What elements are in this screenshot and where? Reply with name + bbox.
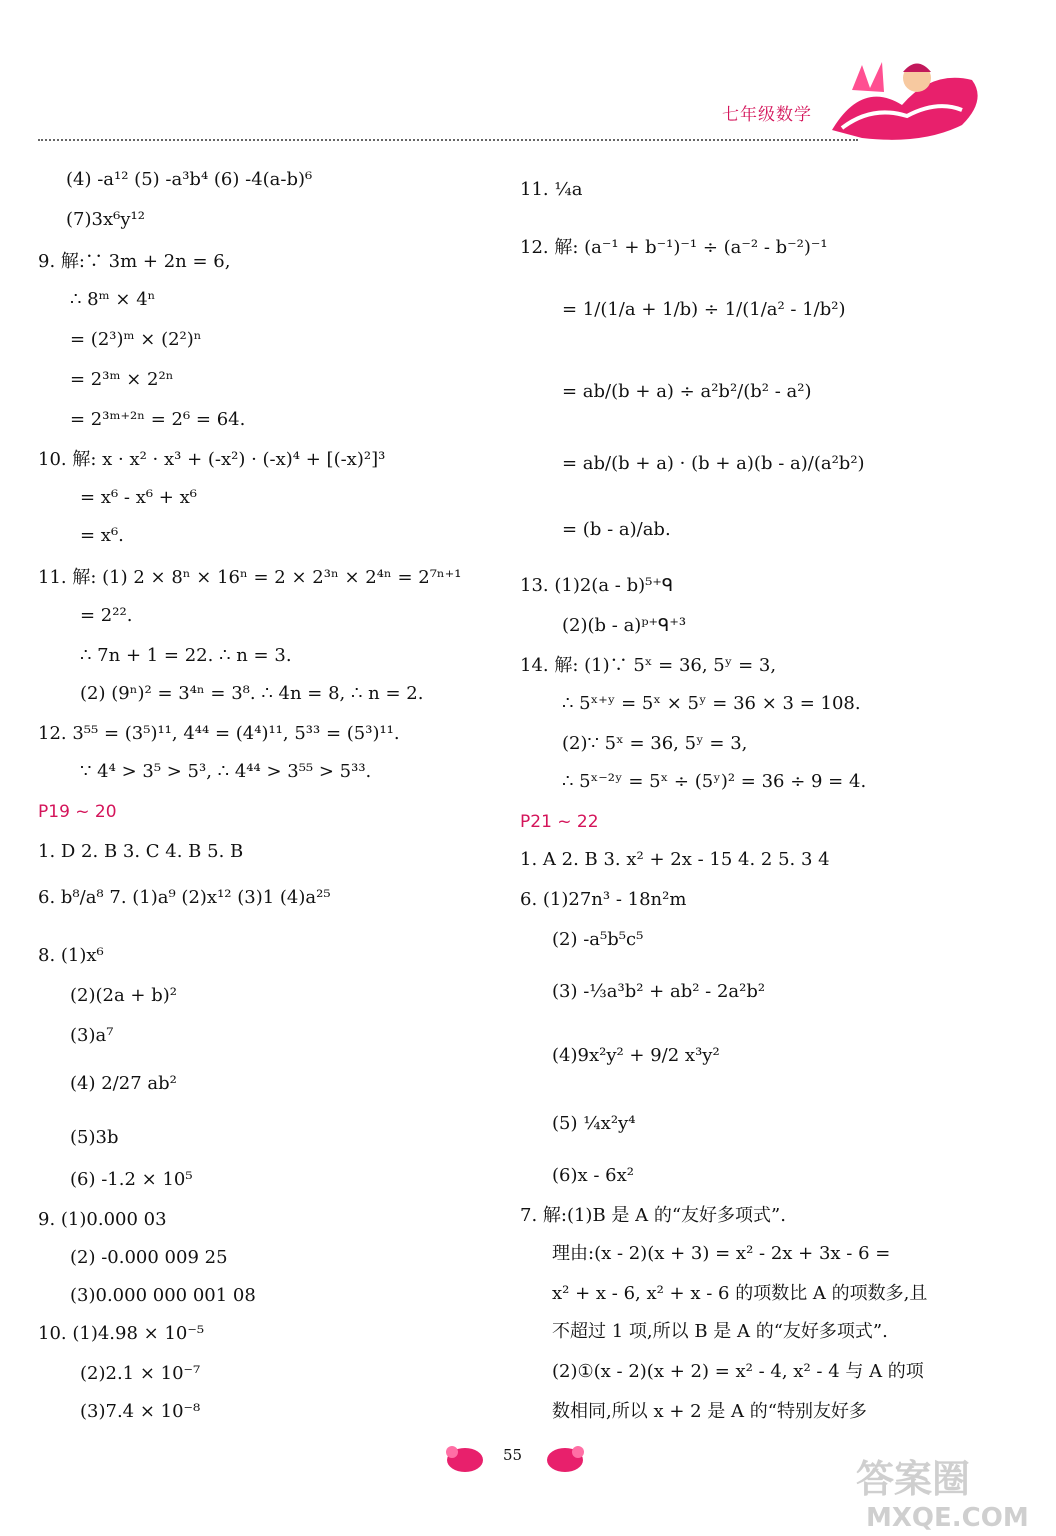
right-line: = ab/(b + a) · (b + a)(b - a)/(a²b²) <box>562 453 865 474</box>
left-line: (3)7.4 × 10⁻⁸ <box>80 1401 201 1422</box>
left-line: = x⁶. <box>80 525 124 546</box>
right-line: 6. (1)27n³ - 18n²m <box>520 889 687 910</box>
left-line: (3)a⁷ <box>70 1025 114 1046</box>
left-line: 6. b⁸/a⁸ 7. (1)a⁹ (2)x¹² (3)1 (4)a²⁵ <box>38 887 331 908</box>
right-line: 12. 解: (a⁻¹ + b⁻¹)⁻¹ ÷ (a⁻² - b⁻²)⁻¹ <box>520 237 828 258</box>
right-line: (5) ¼x²y⁴ <box>552 1113 636 1134</box>
section-heading: P21 ~ 22 <box>520 812 599 832</box>
left-line: 10. 解: x · x² · x³ + (-x²) · (-x)⁴ + [(-x)²]³ <box>38 449 386 470</box>
left-line: 9. 解:∵ 3m + 2n = 6, <box>38 251 231 272</box>
header-divider <box>38 139 858 141</box>
left-line: 9. (1)0.000 03 <box>38 1209 167 1230</box>
mascot-illustration <box>822 50 992 145</box>
left-line: (2)(2a + b)² <box>70 985 177 1006</box>
right-line: 1. A 2. B 3. x² + 2x - 15 4. 2 5. 3 4 <box>520 849 830 870</box>
section-heading: P19 ~ 20 <box>38 802 117 822</box>
left-line: = (2³)ᵐ × (2²)ⁿ <box>70 329 202 350</box>
left-line: (2) (9ⁿ)² = 3⁴ⁿ = 3⁸. ∴ 4n = 8, ∴ n = 2. <box>80 683 424 704</box>
right-line: (2)∵ 5ˣ = 36, 5ʸ = 3, <box>562 733 748 754</box>
right-line: (6)x - 6x² <box>552 1165 634 1186</box>
right-line: = ab/(b + a) ÷ a²b²/(b² - a²) <box>562 381 812 402</box>
left-line: (7)3x⁶y¹² <box>66 209 145 230</box>
right-line: (2)(b - a)ᵖ⁺ᑫ⁺³ <box>562 615 687 636</box>
right-line: 不超过 1 项,所以 B 是 A 的“友好多项式”. <box>552 1321 888 1342</box>
right-line: (2) -a⁵b⁵c⁵ <box>552 929 644 950</box>
left-line: (2)2.1 × 10⁻⁷ <box>80 1363 201 1384</box>
svg-text:答案圈: 答案圈 <box>856 1457 971 1501</box>
right-line: (3) -⅓a³b² + ab² - 2a²b² <box>552 981 766 1002</box>
right-line: ∴ 5ˣ⁺ʸ = 5ˣ × 5ʸ = 36 × 3 = 108. <box>562 693 861 714</box>
right-line: (2)①(x - 2)(x + 2) = x² - 4, x² - 4 与 A 的项 <box>552 1361 924 1382</box>
left-line: (5)3b <box>70 1127 119 1148</box>
left-line: ∴ 8ᵐ × 4ⁿ <box>70 289 156 310</box>
left-line: ∴ 7n + 1 = 22. ∴ n = 3. <box>80 645 292 666</box>
right-line: 理由:(x - 2)(x + 3) = x² - 2x + 3x - 6 = <box>552 1243 891 1264</box>
left-line: (2) -0.000 009 25 <box>70 1247 228 1268</box>
right-line: 11. ¼a <box>520 179 583 200</box>
left-line: = 2³ᵐ × 2²ⁿ <box>70 369 174 390</box>
page-number: 55 <box>503 1446 523 1464</box>
left-line: (6) -1.2 × 10⁵ <box>70 1169 193 1190</box>
right-line: 数相同,所以 x + 2 是 A 的“特别友好多 <box>552 1401 867 1422</box>
left-line: = 2³ᵐ⁺²ⁿ = 2⁶ = 64. <box>70 409 246 430</box>
left-line: (3)0.000 000 001 08 <box>70 1285 256 1306</box>
left-line: (4) 2/27 ab² <box>70 1073 177 1094</box>
right-line: = (b - a)/ab. <box>562 519 671 540</box>
left-line: (4) -a¹² (5) -a³b⁴ (6) -4(a-b)⁶ <box>66 169 313 190</box>
page-header-title: 七年级数学 <box>722 105 812 125</box>
left-line: 1. D 2. B 3. C 4. B 5. B <box>38 841 244 862</box>
right-line: = 1/(1/a + 1/b) ÷ 1/(1/a² - 1/b²) <box>562 299 846 320</box>
right-line: 13. (1)2(a - b)⁵⁺ᑫ <box>520 575 674 596</box>
left-line: 8. (1)x⁶ <box>38 945 104 966</box>
watermark-logo <box>848 1452 1053 1532</box>
left-line: = 2²². <box>80 605 133 626</box>
right-line: 14. 解: (1)∵ 5ˣ = 36, 5ʸ = 3, <box>520 655 777 676</box>
left-line: 10. (1)4.98 × 10⁻⁵ <box>38 1323 205 1344</box>
right-line: (4)9x²y² + 9/2 x³y² <box>552 1045 720 1066</box>
right-line: x² + x - 6, x² + x - 6 的项数比 A 的项数多,且 <box>552 1283 928 1304</box>
left-line: 12. 3⁵⁵ = (3⁵)¹¹, 4⁴⁴ = (4⁴)¹¹, 5³³ = (5³)¹¹. <box>38 723 400 744</box>
left-line: ∵ 4⁴ > 3⁵ > 5³, ∴ 4⁴⁴ > 3⁵⁵ > 5³³. <box>80 761 372 782</box>
left-line: 11. 解: (1) 2 × 8ⁿ × 16ⁿ = 2 × 2³ⁿ × 2⁴ⁿ = 2⁷ⁿ⁺¹ <box>38 567 462 588</box>
right-line: ∴ 5ˣ⁻²ʸ = 5ˣ ÷ (5ʸ)² = 36 ÷ 9 = 4. <box>562 771 867 792</box>
svg-text:MXQE.COM: MXQE.COM <box>866 1503 1029 1532</box>
right-line: 7. 解:(1)B 是 A 的“友好多项式”. <box>520 1205 786 1226</box>
left-line: = x⁶ - x⁶ + x⁶ <box>80 487 197 508</box>
